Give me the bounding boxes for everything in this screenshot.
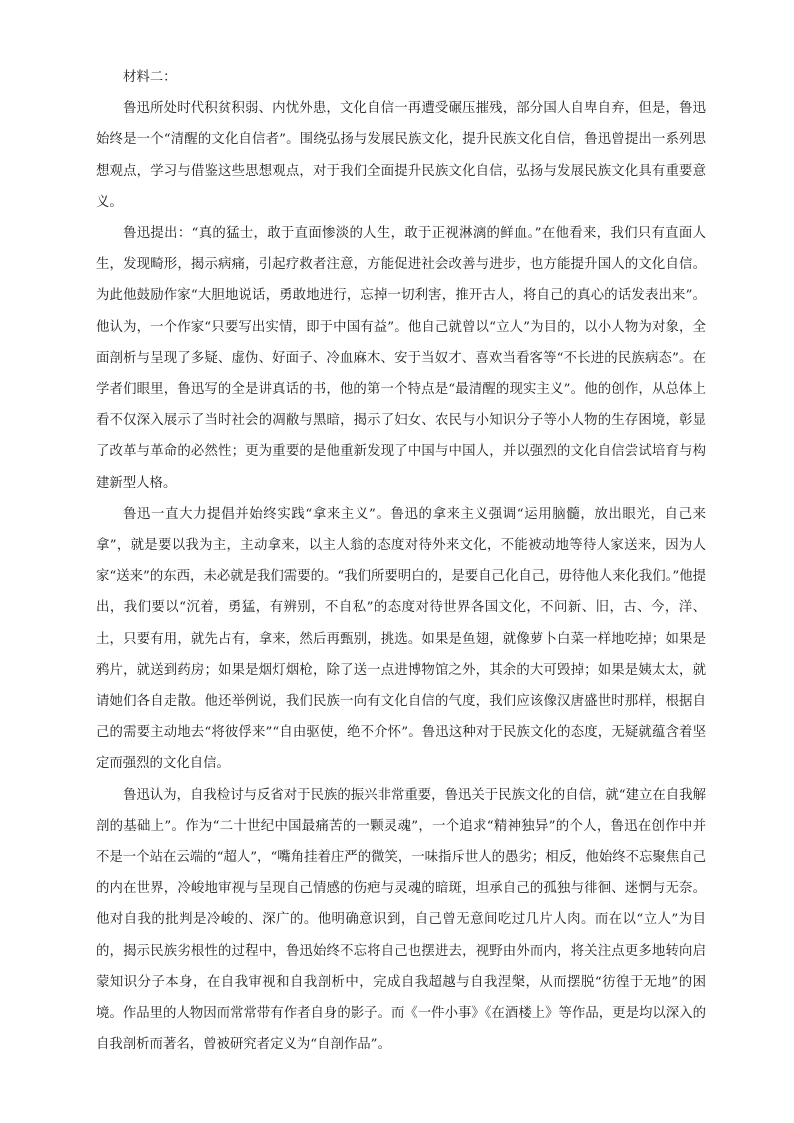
material-heading: 材料二： (123, 70, 177, 85)
paragraph-4: 鲁迅认为，自我检讨与反省对于民族的振兴非常重要，鲁迅关于民族文化的自信，就“建立在自我解剖的基础上”。作为“二十世纪中国最痛苦的一颗灵魂”，一个追求“精神独异”的个人，鲁迅在创作中并不是一个站在云端的“超人”，“嘴角挂着庄严的微笑，一味指斥世人的愚劣；相反，他始终不忘聚焦自己的内在世界，冷峻地审视与呈现自己情感的伤疤与灵魂的暗斑，坦承自己的孤独与徘徊、迷惘与无奈。他对自我的批判是冷峻的、深广的。他明确意识到，自己曾无意间吃过几片人肉。而在以“立人”为目的，揭示民族劣根性的过程中，鲁迅始终不忘将自己也摆进去，视野由外而内，将关注点更多地转向启蒙知识分子本身，在自我审视和自我剖析中，完成自我超越与自我涅槃，从而摆脱“彷徨于无地”的困境。作品里的人物因而常常带有作者自身的影子。而《一件小事》《在酒楼上》等作品，更是均以深入的自我剖析而著名，曾被研究者定义为“自剖作品”。 (96, 787, 706, 1053)
paragraph-1: 鲁迅所处时代积贫积弱、内忧外患，文化自信一再遭受碾压摧残，部分国人自卑自弃，但是，鲁迅始终是一个“清醒的文化自信者”。围绕弘扬与发展民族文化，提升民族文化自信，鲁迅曾提出一系列思想观点，学习与借鉴这些思想观点，对于我们全面提升民族文化自信，弘扬与发展民族文化具有重要意义。 (96, 101, 706, 210)
paragraph-2: 鲁迅提出：“真的猛士，敢于直面惨淡的人生，敢于正视淋漓的鲜血。”在他看来，我们只有直面人生，发现畸形，揭示病痛，引起疗救者注意，方能促进社会改善与进步，也方能提升国人的文化自信。为此他鼓励作家“大胆地说话，勇敢地进行，忘掉一切利害，推开古人，将自己的真心的话发表出来”。他认为，一个作家“只要写出实情，即于中国有益”。他自己就曾以“立人”为目的，以小人物为对象，全面剖析与呈现了多疑、虚伪、好面子、冷血麻木、安于当奴才、喜欢当看客等“不长进的民族病态”。在学者们眼里，鲁迅写的全是讲真话的书，他的第一个特点是“最清醒的现实主义”。他的创作，从总体上看不仅深入展示了当时社会的凋敝与黑暗，揭示了妇女、农民与小知识分子等小人物的生存困境，彰显了改革与革命的必然性；更为重要的是他重新发现了中国与中国人，并以强烈的文化自信尝试培育与构建新型人格。 (96, 226, 706, 491)
document-body (96, 62, 706, 1061)
paragraph-3: 鲁迅一直大力提倡并始终实践“拿来主义”。鲁迅的拿来主义强调“运用脑髓，放出眼光，自己来拿”，就是要以我为主，主动拿来，以主人翁的态度对待外来文化，不能被动地等待人家送来，因为人家“送来”的东西，未必就是我们需要的。“我们所要明白的，是要自己化自己，毋待他人来化我们。”他提出，我们要以“沉着，勇猛，有辨别，不自私”的态度对待世界各国文化，不问新、旧，古、今，洋、土，只要有用，就先占有，拿来，然后再甄别，挑选。如果是鱼翅，就像萝卜白菜一样地吃掉；如果是鸦片，就送到药房；如果是烟灯烟枪，除了送一点进博物馆之外，其余的大可毁掉；如果是姨太太，就请她们各自走散。他还举例说，我们民族一向有文化自信的气度，我们应该像汉唐盛世时那样，根据自己的需要主动地去“将彼俘来”“自由驱使，绝不介怀”。鲁迅这种对于民族文化的态度，无疑就蕴含着坚定而强烈的文化自信。 (96, 506, 706, 772)
